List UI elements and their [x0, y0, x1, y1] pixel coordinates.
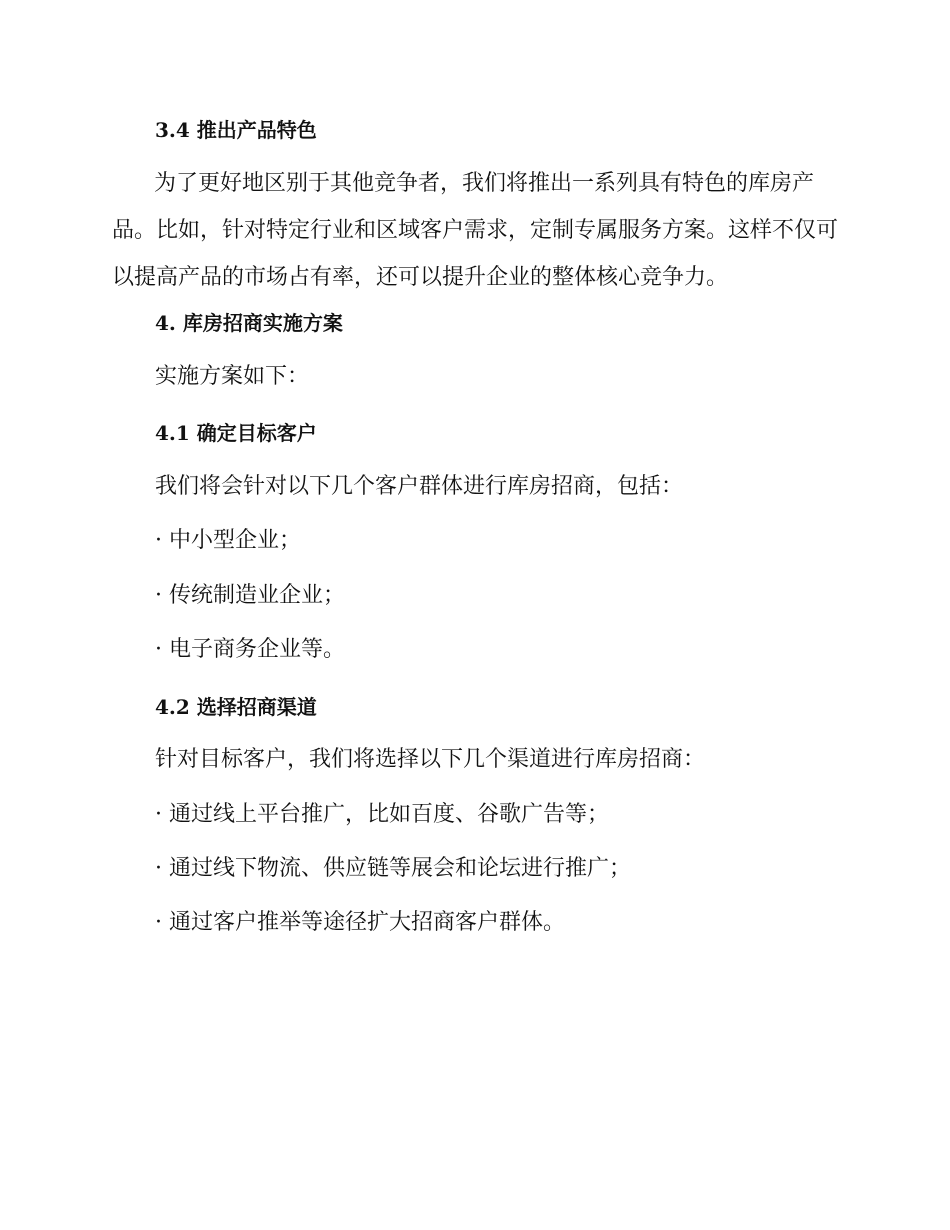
list-item: · 通过线下物流、供应链等展会和论坛进行推广；: [155, 856, 631, 881]
paragraph-line: 为了更好地区别于其他竞争者，我们将推出一系列具有特色的库房产: [154, 171, 815, 196]
section-4-1-intro: 我们将会针对以下几个客户群体进行库房招商，包括：: [155, 474, 684, 499]
section-4-heading: 4. 库房招商实施方案: [155, 311, 343, 335]
section-3-4-paragraph: [112, 160, 838, 301]
list-item: · 电子商务企业等。: [155, 637, 345, 662]
section-4-2-intro: 针对目标客户，我们将选择以下几个渠道进行库房招商：: [155, 747, 706, 772]
paragraph-line: 品。比如，针对特定行业和区域客户需求，定制专属服务方案。这样不仅可: [112, 218, 839, 243]
list-item: · 传统制造业企业；: [155, 583, 345, 608]
section-4-2-heading: 4.2 选择招商渠道: [155, 695, 317, 719]
paragraph-line: 以提高产品的市场占有率，还可以提升企业的整体核心竞争力。: [112, 265, 729, 290]
section-4-intro: 实施方案如下：: [155, 364, 310, 389]
section-3-4-heading: 3.4 推出产品特色: [155, 118, 317, 142]
list-item: · 通过客户推举等途径扩大招商客户群体。: [155, 910, 565, 935]
list-item: · 中小型企业；: [155, 528, 301, 553]
section-4-1-heading: 4.1 确定目标客户: [155, 421, 317, 445]
list-item: · 通过线上平台推广，比如百度、谷歌广告等；: [155, 802, 609, 827]
